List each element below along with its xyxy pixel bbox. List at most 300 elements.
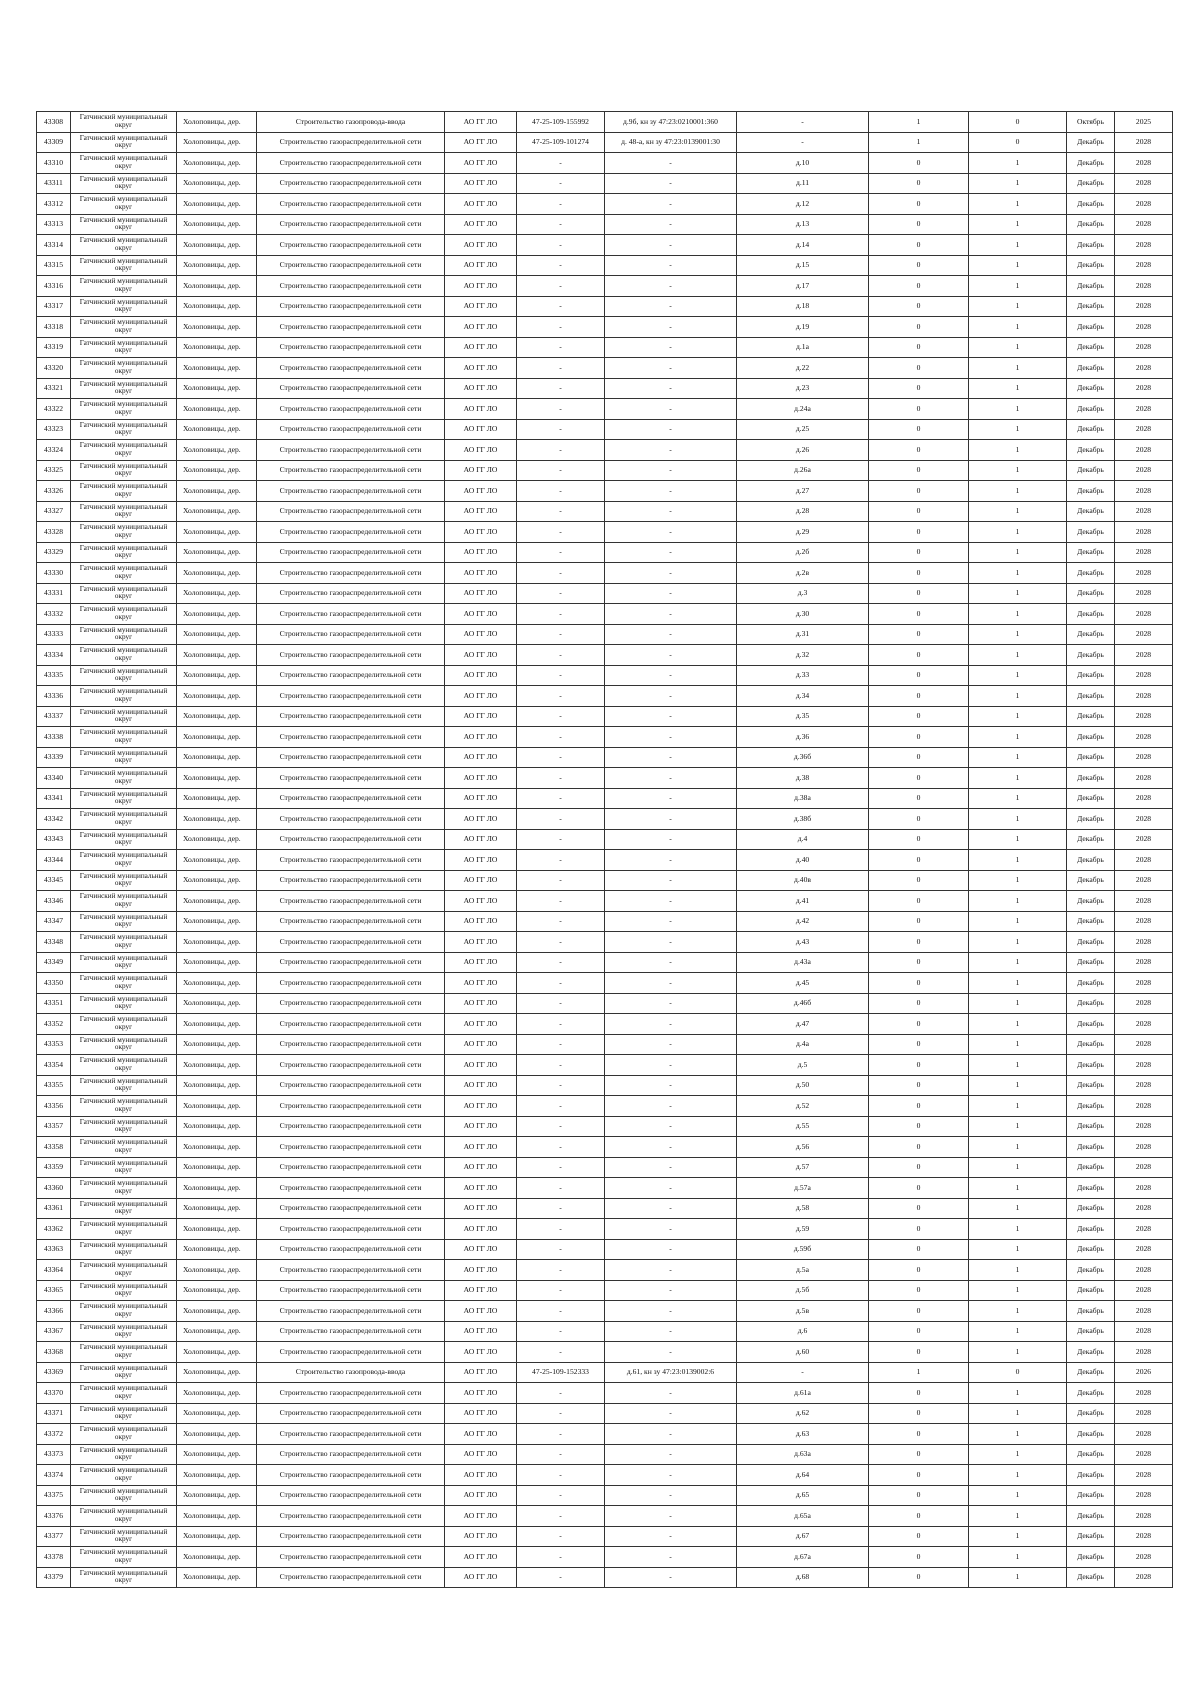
month-cell: Декабрь [1067, 1198, 1115, 1219]
application-number-cell: - [517, 1301, 605, 1322]
work-type-cell: Строительство газораспределительной сети [257, 255, 445, 276]
application-number-cell: - [517, 870, 605, 891]
house-address-cell: д.3 [737, 583, 869, 604]
row-number-cell: 43320 [37, 358, 71, 379]
network-count-cell: 1 [969, 1424, 1067, 1445]
table-row [37, 1301, 1173, 1322]
table-row [37, 727, 1173, 748]
table-row [37, 399, 1173, 420]
house-address-cell: д.5б [737, 1280, 869, 1301]
settlement-cell: Холоповицы, дер. [177, 399, 257, 420]
row-number-cell: 43366 [37, 1301, 71, 1322]
input-count-cell: 0 [869, 358, 969, 379]
settlement-cell: Холоповицы, дер. [177, 194, 257, 215]
cadastral-address-cell: - [605, 1321, 737, 1342]
input-count-cell: 0 [869, 317, 969, 338]
input-count-cell: 0 [869, 665, 969, 686]
settlement-cell: Холоповицы, дер. [177, 1362, 257, 1383]
settlement-cell: Холоповицы, дер. [177, 891, 257, 912]
table-row [37, 706, 1173, 727]
network-count-cell: 1 [969, 747, 1067, 768]
network-count-cell: 1 [969, 542, 1067, 563]
municipality-cell: Гатчинский муниципальный округ [71, 460, 177, 481]
application-number-cell: - [517, 1075, 605, 1096]
house-address-cell: д.12 [737, 194, 869, 215]
table-row [37, 1198, 1173, 1219]
municipality-cell: Гатчинский муниципальный округ [71, 1034, 177, 1055]
table-row [37, 132, 1173, 153]
input-count-cell: 0 [869, 850, 969, 871]
operator-cell: АО ГГ ЛО [445, 1116, 517, 1137]
house-address-cell: - [737, 112, 869, 133]
input-count-cell: 0 [869, 378, 969, 399]
settlement-cell: Холоповицы, дер. [177, 850, 257, 871]
operator-cell: АО ГГ ЛО [445, 460, 517, 481]
network-count-cell: 1 [969, 276, 1067, 297]
input-count-cell: 0 [869, 1280, 969, 1301]
operator-cell: АО ГГ ЛО [445, 337, 517, 358]
year-cell: 2028 [1115, 1034, 1173, 1055]
application-number-cell: - [517, 1567, 605, 1588]
network-count-cell: 1 [969, 378, 1067, 399]
work-type-cell: Строительство газораспределительной сети [257, 1055, 445, 1076]
work-type-cell: Строительство газораспределительной сети [257, 1260, 445, 1281]
operator-cell: АО ГГ ЛО [445, 747, 517, 768]
year-cell: 2028 [1115, 481, 1173, 502]
row-number-cell: 43314 [37, 235, 71, 256]
network-count-cell: 1 [969, 173, 1067, 194]
municipality-cell: Гатчинский муниципальный округ [71, 1116, 177, 1137]
application-number-cell: - [517, 1526, 605, 1547]
municipality-cell: Гатчинский муниципальный округ [71, 1014, 177, 1035]
year-cell: 2028 [1115, 973, 1173, 994]
network-count-cell: 1 [969, 399, 1067, 420]
work-type-cell: Строительство газораспределительной сети [257, 1116, 445, 1137]
work-type-cell: Строительство газораспределительной сети [257, 891, 445, 912]
settlement-cell: Холоповицы, дер. [177, 214, 257, 235]
operator-cell: АО ГГ ЛО [445, 194, 517, 215]
year-cell: 2028 [1115, 153, 1173, 174]
input-count-cell: 0 [869, 706, 969, 727]
house-address-cell: д.29 [737, 522, 869, 543]
table-row [37, 194, 1173, 215]
year-cell: 2028 [1115, 399, 1173, 420]
month-cell: Декабрь [1067, 624, 1115, 645]
operator-cell: АО ГГ ЛО [445, 1178, 517, 1199]
input-count-cell: 0 [869, 235, 969, 256]
house-address-cell: д.60 [737, 1342, 869, 1363]
work-type-cell: Строительство газораспределительной сети [257, 1444, 445, 1465]
row-number-cell: 43340 [37, 768, 71, 789]
settlement-cell: Холоповицы, дер. [177, 296, 257, 317]
work-type-cell: Строительство газораспределительной сети [257, 768, 445, 789]
application-number-cell: - [517, 1157, 605, 1178]
house-address-cell: д.65а [737, 1506, 869, 1527]
network-count-cell: 0 [969, 1362, 1067, 1383]
input-count-cell: 0 [869, 1096, 969, 1117]
application-number-cell: - [517, 1055, 605, 1076]
input-count-cell: 0 [869, 1424, 969, 1445]
municipality-cell: Гатчинский муниципальный округ [71, 1198, 177, 1219]
row-number-cell: 43349 [37, 952, 71, 973]
operator-cell: АО ГГ ЛО [445, 624, 517, 645]
work-type-cell: Строительство газораспределительной сети [257, 932, 445, 953]
settlement-cell: Холоповицы, дер. [177, 460, 257, 481]
cadastral-address-cell: - [605, 932, 737, 953]
work-type-cell: Строительство газораспределительной сети [257, 1096, 445, 1117]
settlement-cell: Холоповицы, дер. [177, 1157, 257, 1178]
work-type-cell: Строительство газораспределительной сети [257, 276, 445, 297]
municipality-cell: Гатчинский муниципальный округ [71, 1239, 177, 1260]
municipality-cell: Гатчинский муниципальный округ [71, 255, 177, 276]
input-count-cell: 0 [869, 563, 969, 584]
operator-cell: АО ГГ ЛО [445, 276, 517, 297]
input-count-cell: 0 [869, 1506, 969, 1527]
municipality-cell: Гатчинский муниципальный округ [71, 993, 177, 1014]
operator-cell: АО ГГ ЛО [445, 255, 517, 276]
work-type-cell: Строительство газораспределительной сети [257, 235, 445, 256]
cadastral-address-cell: - [605, 911, 737, 932]
operator-cell: АО ГГ ЛО [445, 1526, 517, 1547]
work-type-cell: Строительство газораспределительной сети [257, 1424, 445, 1445]
municipality-cell: Гатчинский муниципальный округ [71, 173, 177, 194]
operator-cell: АО ГГ ЛО [445, 788, 517, 809]
operator-cell: АО ГГ ЛО [445, 419, 517, 440]
month-cell: Декабрь [1067, 1116, 1115, 1137]
operator-cell: АО ГГ ЛО [445, 1465, 517, 1486]
settlement-cell: Холоповицы, дер. [177, 645, 257, 666]
work-type-cell: Строительство газораспределительной сети [257, 378, 445, 399]
house-address-cell: д.43 [737, 932, 869, 953]
operator-cell: АО ГГ ЛО [445, 563, 517, 584]
municipality-cell: Гатчинский муниципальный округ [71, 850, 177, 871]
network-count-cell: 1 [969, 1506, 1067, 1527]
work-type-cell: Строительство газораспределительной сети [257, 317, 445, 338]
municipality-cell: Гатчинский муниципальный округ [71, 317, 177, 338]
work-type-cell: Строительство газораспределительной сети [257, 563, 445, 584]
settlement-cell: Холоповицы, дер. [177, 788, 257, 809]
cadastral-address-cell: д. 48-а, кн зу 47:23:0139001:30 [605, 132, 737, 153]
cadastral-address-cell: - [605, 1116, 737, 1137]
application-number-cell: - [517, 1383, 605, 1404]
cadastral-address-cell: - [605, 1096, 737, 1117]
row-number-cell: 43316 [37, 276, 71, 297]
work-type-cell: Строительство газораспределительной сети [257, 1567, 445, 1588]
application-number-cell: - [517, 235, 605, 256]
month-cell: Декабрь [1067, 1301, 1115, 1322]
row-number-cell: 43318 [37, 317, 71, 338]
year-cell: 2028 [1115, 194, 1173, 215]
month-cell: Декабрь [1067, 583, 1115, 604]
network-count-cell: 1 [969, 440, 1067, 461]
year-cell: 2028 [1115, 1198, 1173, 1219]
network-count-cell: 1 [969, 522, 1067, 543]
table-row [37, 1219, 1173, 1240]
row-number-cell: 43379 [37, 1567, 71, 1588]
month-cell: Декабрь [1067, 1465, 1115, 1486]
cadastral-address-cell: - [605, 1383, 737, 1404]
row-number-cell: 43341 [37, 788, 71, 809]
year-cell: 2028 [1115, 317, 1173, 338]
work-type-cell: Строительство газораспределительной сети [257, 809, 445, 830]
settlement-cell: Холоповицы, дер. [177, 1014, 257, 1035]
municipality-cell: Гатчинский муниципальный округ [71, 112, 177, 133]
settlement-cell: Холоповицы, дер. [177, 1506, 257, 1527]
month-cell: Декабрь [1067, 194, 1115, 215]
network-count-cell: 1 [969, 501, 1067, 522]
input-count-cell: 0 [869, 399, 969, 420]
municipality-cell: Гатчинский муниципальный округ [71, 829, 177, 850]
cadastral-address-cell: - [605, 296, 737, 317]
municipality-cell: Гатчинский муниципальный округ [71, 645, 177, 666]
row-number-cell: 43322 [37, 399, 71, 420]
cadastral-address-cell: - [605, 583, 737, 604]
settlement-cell: Холоповицы, дер. [177, 1219, 257, 1240]
cadastral-address-cell: - [605, 604, 737, 625]
table-row [37, 829, 1173, 850]
table-row [37, 809, 1173, 830]
house-address-cell: д.13 [737, 214, 869, 235]
house-address-cell: д.36 [737, 727, 869, 748]
table-row [37, 604, 1173, 625]
municipality-cell: Гатчинский муниципальный округ [71, 1526, 177, 1547]
work-type-cell: Строительство газораспределительной сети [257, 1301, 445, 1322]
year-cell: 2028 [1115, 522, 1173, 543]
input-count-cell: 0 [869, 1178, 969, 1199]
settlement-cell: Холоповицы, дер. [177, 870, 257, 891]
year-cell: 2028 [1115, 891, 1173, 912]
month-cell: Декабрь [1067, 870, 1115, 891]
house-address-cell: д.50 [737, 1075, 869, 1096]
municipality-cell: Гатчинский муниципальный округ [71, 768, 177, 789]
house-address-cell: д.22 [737, 358, 869, 379]
cadastral-address-cell: - [605, 891, 737, 912]
settlement-cell: Холоповицы, дер. [177, 665, 257, 686]
cadastral-address-cell: - [605, 1260, 737, 1281]
settlement-cell: Холоповицы, дер. [177, 1465, 257, 1486]
network-count-cell: 1 [969, 1014, 1067, 1035]
application-number-cell: - [517, 604, 605, 625]
house-address-cell: д.62 [737, 1403, 869, 1424]
application-number-cell: - [517, 1260, 605, 1281]
cadastral-address-cell: - [605, 1567, 737, 1588]
work-type-cell: Строительство газораспределительной сети [257, 583, 445, 604]
input-count-cell: 0 [869, 1239, 969, 1260]
input-count-cell: 0 [869, 1137, 969, 1158]
municipality-cell: Гатчинский муниципальный округ [71, 1444, 177, 1465]
municipality-cell: Гатчинский муниципальный округ [71, 337, 177, 358]
input-count-cell: 0 [869, 337, 969, 358]
year-cell: 2028 [1115, 1383, 1173, 1404]
year-cell: 2028 [1115, 1260, 1173, 1281]
table-row [37, 1383, 1173, 1404]
operator-cell: АО ГГ ЛО [445, 604, 517, 625]
municipality-cell: Гатчинский муниципальный округ [71, 1075, 177, 1096]
application-number-cell: - [517, 1424, 605, 1445]
application-number-cell: - [517, 1116, 605, 1137]
house-address-cell: д.28 [737, 501, 869, 522]
house-address-cell: д.5 [737, 1055, 869, 1076]
work-type-cell: Строительство газораспределительной сети [257, 542, 445, 563]
application-number-cell: - [517, 706, 605, 727]
input-count-cell: 0 [869, 1383, 969, 1404]
table-row [37, 768, 1173, 789]
application-number-cell: - [517, 255, 605, 276]
settlement-cell: Холоповицы, дер. [177, 809, 257, 830]
network-count-cell: 1 [969, 563, 1067, 584]
month-cell: Декабрь [1067, 235, 1115, 256]
work-type-cell: Строительство газораспределительной сети [257, 911, 445, 932]
operator-cell: АО ГГ ЛО [445, 768, 517, 789]
operator-cell: АО ГГ ЛО [445, 1403, 517, 1424]
input-count-cell: 0 [869, 809, 969, 830]
application-number-cell: - [517, 194, 605, 215]
work-type-cell: Строительство газопровода-ввода [257, 112, 445, 133]
year-cell: 2028 [1115, 460, 1173, 481]
year-cell: 2028 [1115, 850, 1173, 871]
input-count-cell: 0 [869, 255, 969, 276]
month-cell: Декабрь [1067, 1280, 1115, 1301]
month-cell: Декабрь [1067, 1055, 1115, 1076]
network-count-cell: 1 [969, 583, 1067, 604]
house-address-cell: д.65 [737, 1485, 869, 1506]
settlement-cell: Холоповицы, дер. [177, 1280, 257, 1301]
operator-cell: АО ГГ ЛО [445, 1567, 517, 1588]
row-number-cell: 43315 [37, 255, 71, 276]
work-type-cell: Строительство газораспределительной сети [257, 1280, 445, 1301]
table-row [37, 932, 1173, 953]
month-cell: Декабрь [1067, 686, 1115, 707]
municipality-cell: Гатчинский муниципальный округ [71, 1567, 177, 1588]
input-count-cell: 0 [869, 481, 969, 502]
work-type-cell: Строительство газораспределительной сети [257, 973, 445, 994]
month-cell: Декабрь [1067, 645, 1115, 666]
row-number-cell: 43350 [37, 973, 71, 994]
network-count-cell: 1 [969, 337, 1067, 358]
year-cell: 2028 [1115, 1547, 1173, 1568]
application-number-cell: - [517, 1198, 605, 1219]
row-number-cell: 43309 [37, 132, 71, 153]
row-number-cell: 43362 [37, 1219, 71, 1240]
municipality-cell: Гатчинский муниципальный округ [71, 1055, 177, 1076]
month-cell: Декабрь [1067, 1444, 1115, 1465]
cadastral-address-cell: - [605, 686, 737, 707]
work-type-cell: Строительство газораспределительной сети [257, 419, 445, 440]
application-number-cell: - [517, 993, 605, 1014]
cadastral-address-cell: - [605, 1506, 737, 1527]
month-cell: Декабрь [1067, 542, 1115, 563]
table-row [37, 235, 1173, 256]
month-cell: Декабрь [1067, 1383, 1115, 1404]
settlement-cell: Холоповицы, дер. [177, 973, 257, 994]
settlement-cell: Холоповицы, дер. [177, 542, 257, 563]
operator-cell: АО ГГ ЛО [445, 829, 517, 850]
network-count-cell: 1 [969, 194, 1067, 215]
row-number-cell: 43331 [37, 583, 71, 604]
year-cell: 2028 [1115, 665, 1173, 686]
application-number-cell: - [517, 891, 605, 912]
row-number-cell: 43336 [37, 686, 71, 707]
month-cell: Декабрь [1067, 1424, 1115, 1445]
application-number-cell: - [517, 973, 605, 994]
operator-cell: АО ГГ ЛО [445, 727, 517, 748]
network-count-cell: 1 [969, 1301, 1067, 1322]
month-cell: Декабрь [1067, 1034, 1115, 1055]
month-cell: Декабрь [1067, 1506, 1115, 1527]
house-address-cell: д.57а [737, 1178, 869, 1199]
year-cell: 2028 [1115, 1178, 1173, 1199]
cadastral-address-cell: - [605, 1014, 737, 1035]
year-cell: 2028 [1115, 1506, 1173, 1527]
municipality-cell: Гатчинский муниципальный округ [71, 440, 177, 461]
row-number-cell: 43317 [37, 296, 71, 317]
operator-cell: АО ГГ ЛО [445, 1342, 517, 1363]
work-type-cell: Строительство газораспределительной сети [257, 1014, 445, 1035]
network-count-cell: 1 [969, 1465, 1067, 1486]
month-cell: Декабрь [1067, 460, 1115, 481]
work-type-cell: Строительство газораспределительной сети [257, 645, 445, 666]
municipality-cell: Гатчинский муниципальный округ [71, 481, 177, 502]
municipality-cell: Гатчинский муниципальный округ [71, 891, 177, 912]
year-cell: 2028 [1115, 235, 1173, 256]
month-cell: Декабрь [1067, 1362, 1115, 1383]
house-address-cell: д.36б [737, 747, 869, 768]
network-count-cell: 1 [969, 973, 1067, 994]
year-cell: 2028 [1115, 1424, 1173, 1445]
house-address-cell: - [737, 132, 869, 153]
network-count-cell: 1 [969, 829, 1067, 850]
operator-cell: АО ГГ ЛО [445, 1383, 517, 1404]
house-address-cell: д.14 [737, 235, 869, 256]
settlement-cell: Холоповицы, дер. [177, 440, 257, 461]
operator-cell: АО ГГ ЛО [445, 993, 517, 1014]
year-cell: 2028 [1115, 768, 1173, 789]
settlement-cell: Холоповицы, дер. [177, 1301, 257, 1322]
network-count-cell: 1 [969, 1485, 1067, 1506]
row-number-cell: 43348 [37, 932, 71, 953]
operator-cell: АО ГГ ЛО [445, 1034, 517, 1055]
house-address-cell: д.2в [737, 563, 869, 584]
settlement-cell: Холоповицы, дер. [177, 501, 257, 522]
row-number-cell: 43368 [37, 1342, 71, 1363]
row-number-cell: 43324 [37, 440, 71, 461]
work-type-cell: Строительство газораспределительной сети [257, 686, 445, 707]
application-number-cell: - [517, 788, 605, 809]
municipality-cell: Гатчинский муниципальный округ [71, 419, 177, 440]
month-cell: Декабрь [1067, 296, 1115, 317]
table-row [37, 973, 1173, 994]
house-address-cell: д.45 [737, 973, 869, 994]
table-row [37, 952, 1173, 973]
application-number-cell: - [517, 624, 605, 645]
work-type-cell: Строительство газораспределительной сети [257, 870, 445, 891]
table-row [37, 1547, 1173, 1568]
month-cell: Декабрь [1067, 522, 1115, 543]
settlement-cell: Холоповицы, дер. [177, 993, 257, 1014]
input-count-cell: 0 [869, 1055, 969, 1076]
month-cell: Декабрь [1067, 358, 1115, 379]
cadastral-address-cell: - [605, 194, 737, 215]
settlement-cell: Холоповицы, дер. [177, 1342, 257, 1363]
house-address-cell: д.55 [737, 1116, 869, 1137]
year-cell: 2028 [1115, 747, 1173, 768]
input-count-cell: 0 [869, 1219, 969, 1240]
year-cell: 2028 [1115, 1403, 1173, 1424]
application-number-cell: - [517, 1321, 605, 1342]
operator-cell: АО ГГ ЛО [445, 1301, 517, 1322]
house-address-cell: д.5а [737, 1260, 869, 1281]
year-cell: 2028 [1115, 214, 1173, 235]
